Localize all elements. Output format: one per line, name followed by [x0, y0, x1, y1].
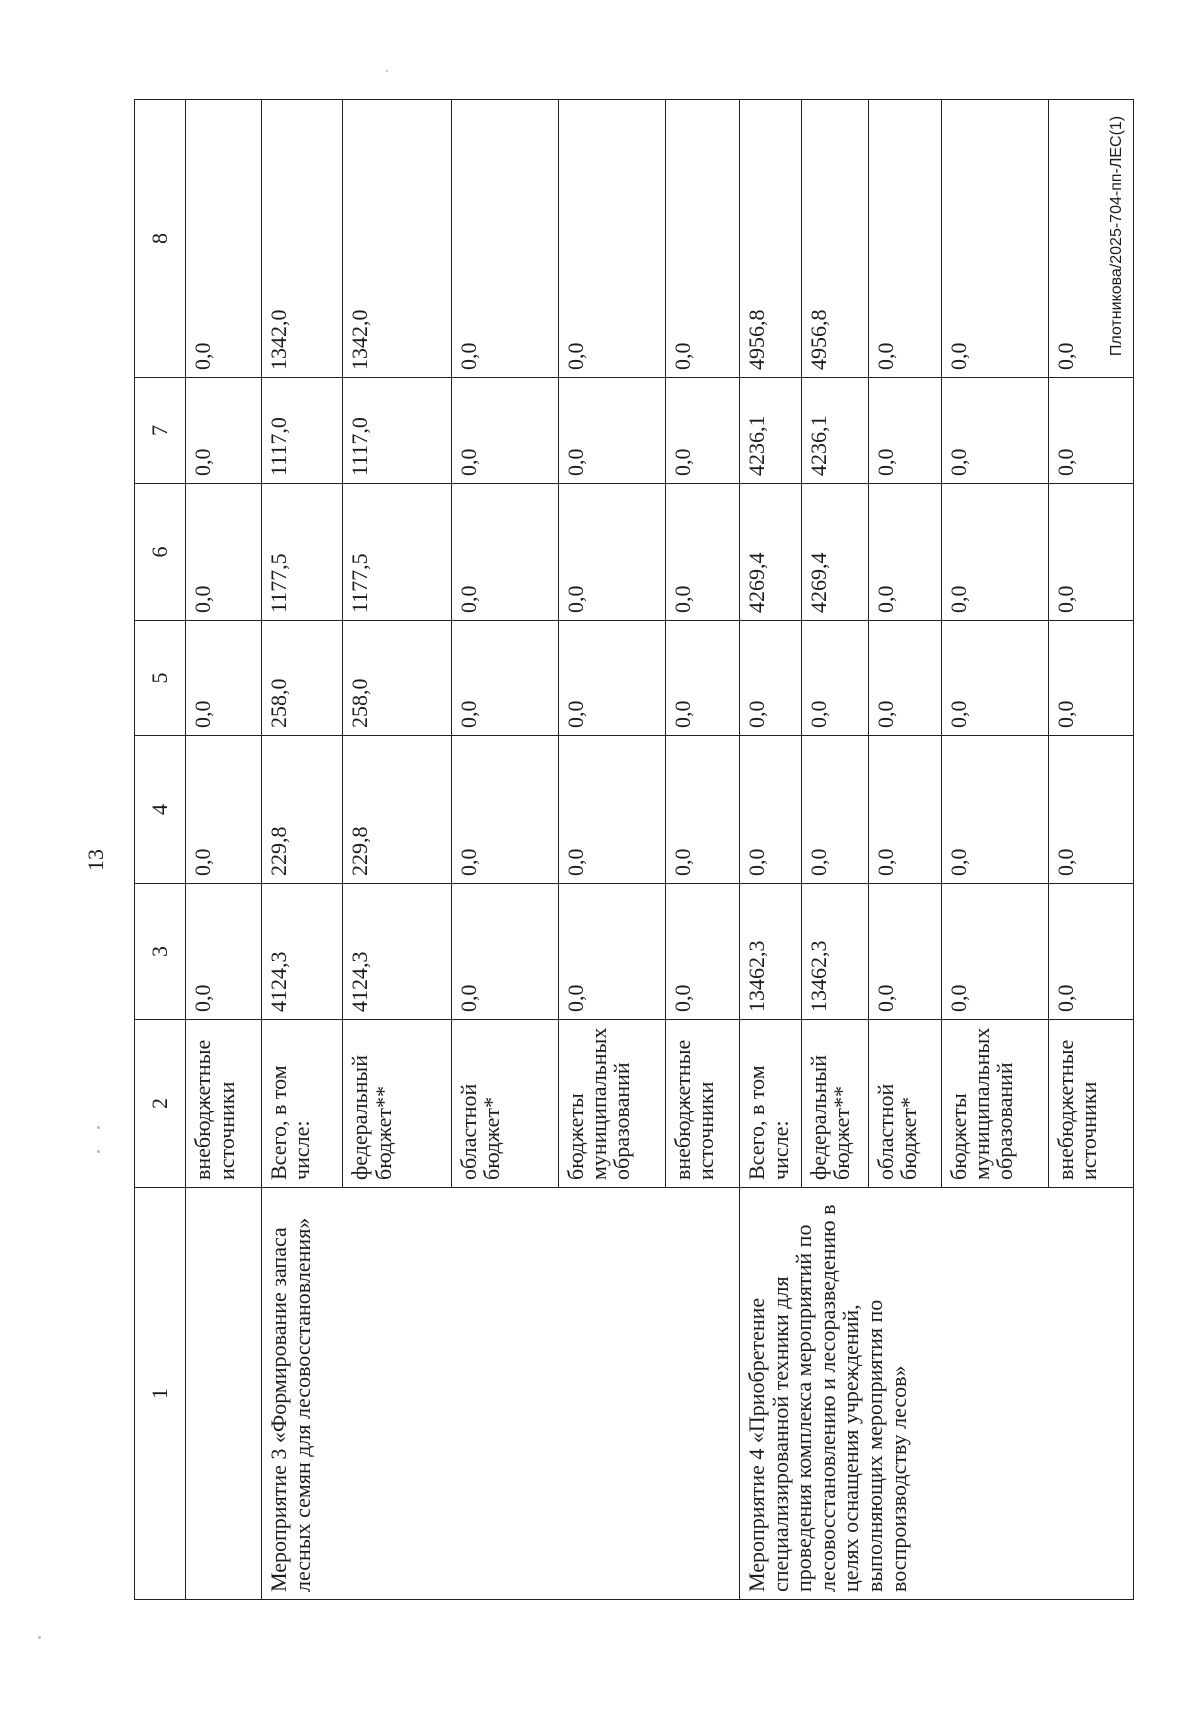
funding-source-cell: бюджеты муниципальных образований: [941, 1020, 1048, 1188]
budget-table-frame: [134, 100, 1134, 1600]
value-cell: 0,0: [941, 484, 1048, 621]
value-cell: 0,0: [186, 621, 262, 736]
value-cell: 1342,0: [262, 100, 343, 378]
value-cell: 0,0: [869, 621, 942, 736]
header-cell: 1: [135, 1188, 186, 1600]
value-cell: 0,0: [558, 378, 665, 484]
value-cell: 0,0: [186, 484, 262, 621]
header-cell: 4: [135, 736, 186, 884]
value-cell: 0,0: [452, 484, 559, 621]
table-header-row: [135, 100, 186, 1600]
value-cell: 0,0: [186, 100, 262, 378]
value-cell: 0,0: [801, 736, 868, 884]
value-cell: 0,0: [558, 100, 665, 378]
page-number: 13: [83, 849, 108, 871]
funding-source-cell: федеральный бюджет**: [801, 1020, 868, 1188]
value-cell: 0,0: [558, 736, 665, 884]
value-cell: 4956,8: [740, 100, 802, 378]
funding-source-cell: внебюджетные источники: [665, 1020, 740, 1188]
funding-source-cell: Всего, в том числе:: [262, 1020, 343, 1188]
value-cell: 1177,5: [343, 484, 452, 621]
header-cell: 3: [135, 884, 186, 1020]
value-cell: 0,0: [558, 621, 665, 736]
value-cell: 1117,0: [262, 378, 343, 484]
header-cell: 2: [135, 1020, 186, 1188]
value-cell: 0,0: [740, 736, 802, 884]
scan-speck: [386, 70, 388, 72]
value-cell: 0,0: [186, 378, 262, 484]
value-cell: 4269,4: [801, 484, 868, 621]
value-cell: 4124,3: [343, 884, 452, 1020]
funding-source-cell: внебюджетные источники: [186, 1020, 262, 1188]
value-cell: 0,0: [869, 484, 942, 621]
value-cell: 4269,4: [740, 484, 802, 621]
table-row: [740, 100, 802, 1600]
value-cell: 0,0: [452, 736, 559, 884]
document-code: Плотникова/2025-704-пп-ЛЕС(1): [1108, 115, 1125, 357]
header-cell: 6: [135, 484, 186, 621]
table-row: [262, 100, 343, 1600]
funding-source-cell: областной бюджет*: [452, 1020, 559, 1188]
value-cell: 1177,5: [262, 484, 343, 621]
value-cell: 0,0: [665, 621, 740, 736]
table-row: [186, 100, 262, 1600]
value-cell: 4124,3: [262, 884, 343, 1020]
value-cell: 0,0: [869, 378, 942, 484]
value-cell: 0,0: [665, 484, 740, 621]
value-cell: 0,0: [941, 378, 1048, 484]
value-cell: 258,0: [343, 621, 452, 736]
value-cell: 0,0: [941, 736, 1048, 884]
value-cell: 0,0: [452, 621, 559, 736]
value-cell: 0,0: [941, 621, 1048, 736]
value-cell: 0,0: [801, 621, 868, 736]
value-cell: 0,0: [869, 884, 942, 1020]
value-cell: 1342,0: [343, 100, 452, 378]
value-cell: 0,0: [869, 100, 942, 378]
budget-table-rotated: [134, 100, 1134, 1600]
value-cell: 0,0: [558, 484, 665, 621]
value-cell: 0,0: [941, 100, 1048, 378]
value-cell: 0,0: [1048, 736, 1134, 884]
header-cell: 7: [135, 378, 186, 484]
value-cell: 0,0: [558, 884, 665, 1020]
value-cell: 4236,1: [740, 378, 802, 484]
scan-speck: [97, 1126, 100, 1129]
value-cell: 0,0: [740, 621, 802, 736]
value-cell: 0,0: [1048, 884, 1134, 1020]
scan-speck: [97, 1150, 100, 1153]
value-cell: 0,0: [1048, 621, 1134, 736]
value-cell: 0,0: [452, 100, 559, 378]
header-cell: 8: [135, 100, 186, 378]
value-cell: 0,0: [665, 884, 740, 1020]
scan-speck: [38, 1636, 41, 1639]
value-cell: 1117,0: [343, 378, 452, 484]
value-cell: 258,0: [262, 621, 343, 736]
budget-table: [134, 99, 1134, 1600]
funding-source-cell: областной бюджет*: [869, 1020, 942, 1188]
funding-source-cell: федеральный бюджет**: [343, 1020, 452, 1188]
value-cell: 0,0: [665, 378, 740, 484]
measure-cell: Мероприятие 3 «Формирование запаса лесных семян для лесовосстановления»: [262, 1188, 740, 1600]
value-cell: 0,0: [452, 884, 559, 1020]
header-cell: 5: [135, 621, 186, 736]
measure-cell: Мероприятие 4 «Приобретение специализированной техники для проведения комплекса мероприятий по лесовосстановлению и лесоразведению в целях оснащения учреждений, выполняющих мероприятия по воспроизводству лесов»: [740, 1188, 1134, 1600]
value-cell: 13462,3: [801, 884, 868, 1020]
value-cell: 4236,1: [801, 378, 868, 484]
value-cell: 4956,8: [801, 100, 868, 378]
value-cell: 229,8: [343, 736, 452, 884]
funding-source-cell: внебюджетные источники: [1048, 1020, 1134, 1188]
value-cell: 0,0: [941, 884, 1048, 1020]
value-cell: 0,0: [1048, 484, 1134, 621]
value-cell: 0,0: [1048, 378, 1134, 484]
value-cell: 229,8: [262, 736, 343, 884]
value-cell: 13462,3: [740, 884, 802, 1020]
value-cell: 0,0: [665, 736, 740, 884]
funding-source-cell: бюджеты муниципальных образований: [558, 1020, 665, 1188]
value-cell: 0,0: [1048, 100, 1134, 378]
measure-cell: [186, 1188, 262, 1600]
value-cell: 0,0: [186, 736, 262, 884]
value-cell: 0,0: [186, 884, 262, 1020]
funding-source-cell: Всего, в том числе:: [740, 1020, 802, 1188]
value-cell: 0,0: [665, 100, 740, 378]
value-cell: 0,0: [452, 378, 559, 484]
value-cell: 0,0: [869, 736, 942, 884]
